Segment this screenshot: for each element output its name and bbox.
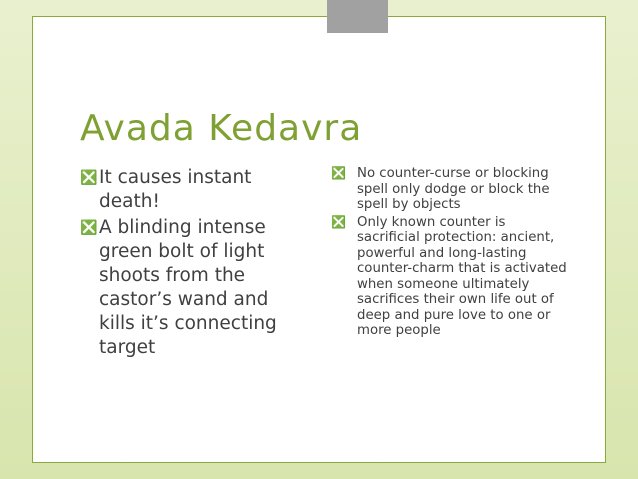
bullet-text: A blinding intense green bolt of light shoots from the castor’s wand and kills it’s connecting target bbox=[99, 217, 277, 358]
list-item bbox=[331, 215, 571, 339]
check-box-icon: ❎ bbox=[331, 214, 346, 229]
bullet-text: No counter-curse or blocking spell only dodge or block the spell by objects bbox=[357, 166, 550, 212]
list-item bbox=[80, 166, 305, 214]
decorative-tab bbox=[327, 0, 388, 33]
check-box-icon: ❎ bbox=[80, 170, 98, 186]
bullet-text: It causes instant death! bbox=[99, 167, 252, 212]
right-bullet-list bbox=[331, 166, 571, 341]
slide-title: Avada Kedavra bbox=[80, 108, 363, 149]
list-item bbox=[331, 166, 571, 213]
check-box-icon: ❎ bbox=[331, 166, 346, 180]
list-item bbox=[80, 216, 305, 360]
bullet-text: Only known counter is sacrificial protection: ancient, powerful and long-lasting counter-charm that is activated when someone ultimately sacrifices their own life out of deep and pure love to one or more people bbox=[357, 214, 567, 338]
check-box-icon: ❎ bbox=[80, 220, 98, 236]
left-bullet-list bbox=[80, 166, 305, 362]
